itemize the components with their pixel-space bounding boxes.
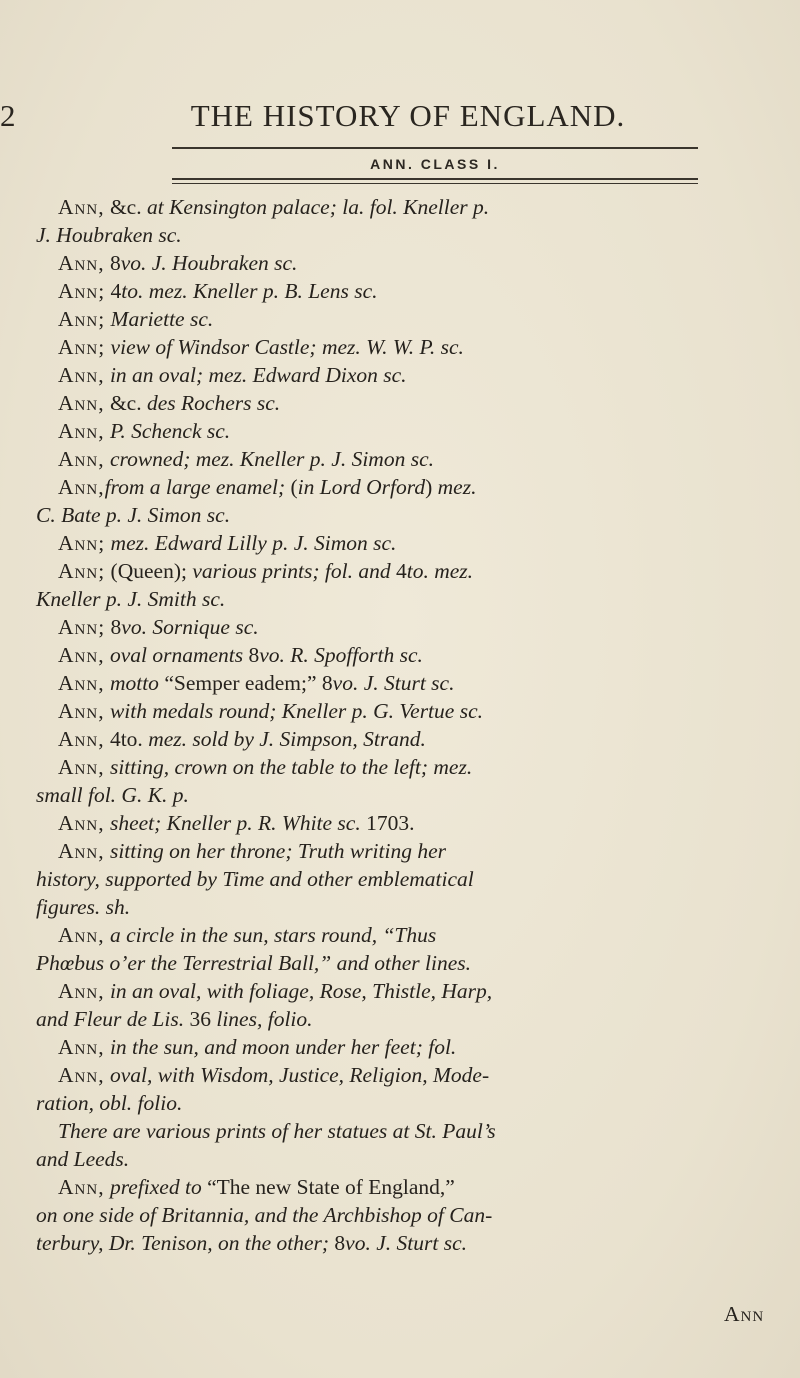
entry-italic-text: mez. xyxy=(437,475,477,499)
entry-name: Ann, xyxy=(58,1175,105,1199)
entry-name: Ann, xyxy=(58,979,105,1003)
entry-line xyxy=(58,333,788,361)
entry-italic-text: There are various prints of her statues at St. Paul’s xyxy=(58,1119,496,1143)
entry-line xyxy=(36,501,788,529)
entry-italic-text: figures. sh. xyxy=(36,895,131,919)
entry-line xyxy=(58,389,788,417)
entry-line xyxy=(58,1173,788,1201)
entry-text: 4 xyxy=(105,279,122,303)
entry-line xyxy=(36,221,788,249)
entry-name: Ann, xyxy=(58,391,105,415)
entry-italic-text: J. Houbraken sc. xyxy=(36,223,182,247)
entry-line xyxy=(58,305,788,333)
entry-italic-text: small fol. G. K. p. xyxy=(36,783,189,807)
entry-name: Ann, xyxy=(58,1063,105,1087)
entry-italic-text: sheet; Kneller p. R. White sc. xyxy=(109,811,361,835)
entry-line xyxy=(36,949,788,977)
entry-italic-text: in an oval; mez. Edward Dixon sc. xyxy=(109,363,407,387)
entry-line xyxy=(36,1005,788,1033)
entry-name: Ann, xyxy=(58,195,105,219)
entry-italic-text: Phœbus o’er the Terrestrial Ball,” and other lines. xyxy=(36,951,471,975)
entry-name: Ann, xyxy=(58,699,105,723)
entry-italic-text: a circle in the sun, stars round, “Thus xyxy=(109,923,437,947)
entry-line xyxy=(58,977,788,1005)
entry-line xyxy=(58,529,788,557)
entry-line xyxy=(58,249,788,277)
entry-text: 4 xyxy=(396,559,407,583)
entry-text: &c. xyxy=(104,195,147,219)
entry-line xyxy=(36,1229,788,1257)
catalogue-entry xyxy=(36,249,788,277)
catalogue-entry xyxy=(36,361,788,389)
entry-line xyxy=(58,809,788,837)
catchword: Ann xyxy=(724,1302,765,1326)
entry-text: 8 xyxy=(104,251,121,275)
entry-italic-text: terbury, Dr. Tenison, on the other; xyxy=(36,1231,335,1255)
entry-line xyxy=(58,725,788,753)
entry-line xyxy=(36,1089,788,1117)
catalogue-entry xyxy=(36,445,788,473)
catalogue-entry xyxy=(36,473,788,529)
entry-name: Ann; xyxy=(58,307,106,331)
catalogue-entry xyxy=(36,529,788,557)
entry-line xyxy=(58,753,788,781)
entry-italic-text: sitting, crown on the table to the left; mez. xyxy=(109,755,473,779)
entry-text: 36 xyxy=(189,1007,217,1031)
entry-text: 1703. xyxy=(360,811,415,835)
entry-italic-text: with medals round; Kneller p. G. Vertue sc. xyxy=(109,699,483,723)
entry-name: Ann, xyxy=(58,447,105,471)
entry-name: Ann; xyxy=(58,559,106,583)
catalogue-entry xyxy=(36,697,788,725)
entry-text: &c. xyxy=(104,391,147,415)
entry-text: 8 xyxy=(248,643,260,667)
entry-italic-text: various prints; fol. and xyxy=(192,559,396,583)
entry-italic-text: to. mez. xyxy=(406,559,474,583)
entry-name: Ann, xyxy=(58,1035,105,1059)
catalogue-entry xyxy=(36,1033,788,1061)
entry-name: Ann, xyxy=(58,363,105,387)
entry-name: Ann; xyxy=(58,279,106,303)
entry-text: ( xyxy=(290,475,298,499)
entry-italic-text: and Leeds. xyxy=(36,1147,130,1171)
entry-italic-text: crowned; mez. Kneller p. J. Simon sc. xyxy=(109,447,434,471)
entry-italic-text: vo. J. Sturt sc. xyxy=(332,671,455,695)
entry-italic-text: Mariette sc. xyxy=(110,307,214,331)
entry-name: Ann, xyxy=(58,811,105,835)
entry-name: Ann, xyxy=(58,419,105,443)
entry-italic-text: des Rochers sc. xyxy=(146,391,281,415)
entry-line xyxy=(58,417,788,445)
entry-line xyxy=(58,669,788,697)
catalogue-entry xyxy=(36,1173,788,1257)
catalogue-entry xyxy=(36,277,788,305)
entry-line xyxy=(58,277,788,305)
entry-italic-text: P. Schenck sc. xyxy=(109,419,231,443)
class-heading: ANN. CLASS I. xyxy=(370,156,500,172)
entry-line xyxy=(36,781,788,809)
entry-line xyxy=(58,445,788,473)
entry-line xyxy=(36,1145,788,1173)
entry-italic-text: vo. R. Spofforth sc. xyxy=(259,643,423,667)
catalogue-entry xyxy=(36,613,788,641)
entry-italic-text: C. Bate p. J. Simon sc. xyxy=(36,503,231,527)
entry-name: Ann, xyxy=(58,475,105,499)
entry-italic-text: ration, obl. folio. xyxy=(36,1091,183,1115)
entry-italic-text: vo. J. Sturt sc. xyxy=(345,1231,467,1255)
entry-text: ) xyxy=(425,475,438,499)
entry-line xyxy=(36,865,788,893)
entry-line xyxy=(58,613,788,641)
catalogue-entry xyxy=(36,837,788,921)
entry-text: “The new State of England,” xyxy=(207,1175,455,1199)
entry-italic-text: Kneller p. J. Smith sc. xyxy=(36,587,226,611)
catalogue-entry xyxy=(36,333,788,361)
entry-italic-text: and Fleur de Lis. xyxy=(36,1007,190,1031)
catalogue-entry xyxy=(36,417,788,445)
catalogue-entry xyxy=(36,669,788,697)
entry-text: 4to. xyxy=(104,727,149,751)
entry-italic-text: view of Windsor Castle; mez. W. W. P. sc. xyxy=(110,335,464,359)
catalogue-entry xyxy=(36,305,788,333)
entry-italic-text: to. mez. Kneller p. B. Lens sc. xyxy=(121,279,378,303)
entry-line xyxy=(58,1117,788,1145)
entry-name: Ann, xyxy=(58,839,105,863)
page-number: 2 xyxy=(0,98,16,133)
entry-line xyxy=(58,697,788,725)
entry-name: Ann, xyxy=(58,251,105,275)
entry-line xyxy=(58,1061,788,1089)
entry-line xyxy=(58,1033,788,1061)
entry-italic-text: in Lord Orford xyxy=(297,475,426,499)
catalogue-entry xyxy=(36,977,788,1033)
entry-italic-text: on one side of Britannia, and the Archbishop of Can- xyxy=(36,1203,493,1227)
entry-text: 8 xyxy=(334,1231,346,1255)
entry-line xyxy=(36,893,788,921)
catalogue-entry xyxy=(36,557,788,613)
catalogue-entry xyxy=(36,753,788,809)
entry-line xyxy=(58,361,788,389)
catalogue-entry xyxy=(36,725,788,753)
entry-line xyxy=(58,473,788,501)
entry-italic-text: sitting on her throne; Truth writing her xyxy=(109,839,447,863)
catalogue-entries xyxy=(36,193,788,1257)
entry-line xyxy=(36,585,788,613)
entry-name: Ann; xyxy=(58,335,106,359)
catalogue-entry xyxy=(36,1117,788,1173)
header-rule-top xyxy=(172,147,698,149)
entry-name: Ann; xyxy=(58,615,106,639)
entry-italic-text: prefixed to xyxy=(109,1175,208,1199)
entry-name: Ann, xyxy=(58,671,105,695)
entry-text: 8 xyxy=(105,615,122,639)
entry-line xyxy=(36,1201,788,1229)
entry-name: Ann, xyxy=(58,643,105,667)
entry-italic-text: in an oval, with foliage, Rose, Thistle, Harp, xyxy=(109,979,493,1003)
entry-line xyxy=(58,557,788,585)
catalogue-entry xyxy=(36,193,788,249)
catalogue-entry xyxy=(36,389,788,417)
header-rule-bottom-thin xyxy=(172,183,698,184)
entry-italic-text: history, supported by Time and other emblematical xyxy=(36,867,474,891)
entry-name: Ann, xyxy=(58,755,105,779)
entry-line xyxy=(58,921,788,949)
entry-italic-text: in the sun, and moon under her feet; fol. xyxy=(109,1035,457,1059)
catalogue-entry xyxy=(36,809,788,837)
entry-italic-text: oval ornaments xyxy=(109,643,249,667)
header-rule-bottom xyxy=(172,178,698,180)
entry-italic-text: lines, folio. xyxy=(216,1007,313,1031)
entry-name: Ann; xyxy=(58,531,106,555)
entry-text: (Queen); xyxy=(105,559,193,583)
entry-italic-text: mez. Edward Lilly p. J. Simon sc. xyxy=(110,531,397,555)
entry-name: Ann, xyxy=(58,727,105,751)
entry-line xyxy=(58,641,788,669)
entry-italic-text: oval, with Wisdom, Justice, Religion, Mode- xyxy=(109,1063,490,1087)
catalogue-entry xyxy=(36,1061,788,1117)
catalogue-entry xyxy=(36,641,788,669)
catalogue-entry xyxy=(36,921,788,977)
entry-italic-text: vo. J. Houbraken sc. xyxy=(120,251,298,275)
entry-italic-text: mez. sold by J. Simpson, Strand. xyxy=(148,727,426,751)
entry-italic-text: vo. Sornique sc. xyxy=(121,615,259,639)
entry-line xyxy=(58,193,788,221)
entry-italic-text: from a large enamel; xyxy=(104,475,291,499)
entry-italic-text: at Kensington palace; la. fol. Kneller p. xyxy=(146,195,490,219)
entry-line xyxy=(58,837,788,865)
entry-text: “Semper eadem;” 8 xyxy=(164,671,333,695)
entry-name: Ann, xyxy=(58,923,105,947)
running-title: THE HISTORY OF ENGLAND. xyxy=(190,98,626,133)
entry-italic-text: motto xyxy=(109,671,165,695)
